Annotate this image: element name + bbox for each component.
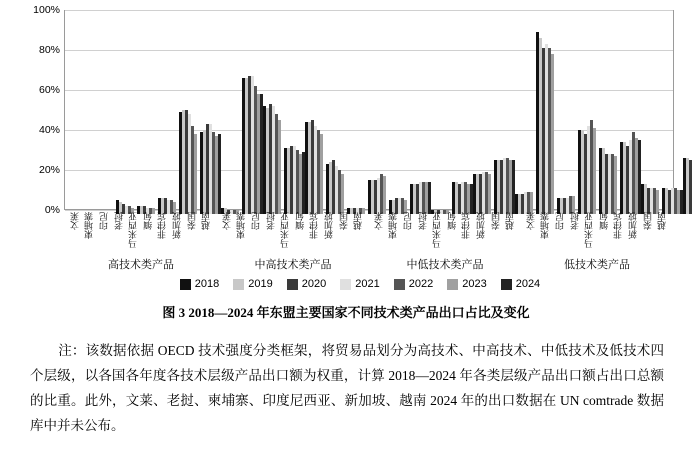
x-axis-tick-label: 印尼 (554, 212, 565, 230)
x-axis-tick-label: 老挝 (265, 212, 276, 230)
country-bar-cluster (326, 16, 347, 214)
country-bar-cluster (431, 16, 452, 214)
bar (383, 176, 386, 214)
x-axis-tick-label: 越南 (201, 212, 212, 230)
x-axis-tick-label: 菲律宾 (461, 212, 472, 239)
legend-label: 2021 (355, 278, 380, 290)
bar (341, 174, 344, 214)
country-bar-cluster (452, 16, 473, 214)
x-axis-tick-label: 印尼 (402, 212, 413, 230)
x-axis-tick-label: 缅甸 (598, 212, 609, 230)
country-bar-cluster (620, 16, 641, 214)
x-label-group (217, 212, 369, 256)
x-axis-tick-label: 印尼 (250, 212, 261, 230)
country-bar-cluster (221, 16, 242, 214)
legend-item (394, 278, 433, 290)
x-axis-tick-label: 马来西亚 (128, 212, 139, 248)
country-bar-cluster (242, 16, 263, 214)
country-bar-cluster (578, 16, 599, 214)
legend-label: 2022 (408, 278, 434, 290)
x-axis-tick-label: 新加坡 (476, 212, 486, 239)
country-bar-cluster (536, 16, 557, 214)
bar-group-title: 低技术类产品 (564, 259, 630, 271)
country-bar-cluster (305, 16, 326, 214)
x-axis-tick-label: 新加坡 (628, 212, 638, 239)
bar (488, 174, 491, 214)
bar-chart (14, 4, 678, 290)
country-bar-cluster (683, 16, 692, 214)
x-axis-tick-label: 菲律宾 (309, 212, 320, 239)
x-axis-tick-label: 缅甸 (446, 212, 457, 230)
x-axis-tick-label: 泰国 (338, 212, 349, 230)
x-axis-tick-label: 柬埔寨 (236, 212, 247, 239)
y-axis (14, 4, 60, 216)
legend-swatch (180, 279, 191, 290)
x-axis-tick-label: 缅甸 (294, 212, 305, 230)
x-label-group (369, 212, 521, 256)
legend-item (233, 278, 272, 290)
country-bar-cluster (410, 16, 431, 214)
bar (194, 134, 197, 214)
x-axis-tick-label: 柬埔寨 (540, 212, 551, 239)
country-bar-cluster (662, 16, 683, 214)
bar-group-title: 中高技术类产品 (254, 259, 332, 271)
bar-group-title: 高技术类产品 (108, 259, 174, 271)
bar (551, 54, 554, 214)
legend-swatch (340, 279, 351, 290)
x-axis-tick-label: 文莱 (69, 212, 80, 230)
country-bar-cluster (284, 16, 305, 214)
figure-note-text: 注：该数据依据 OECD 技术强度分类框架，将贸易品划分为高技术、中高技术、中低技术及低技术四个层级，以各国各年度各技术层级产品出口额为权重，计算 2018—2024 年各类层级产品出口额占出口总额的比重。此外，文莱、老挝、柬埔寨、印度尼西亚、新加坡、越南 2024 年的出口数据在 UN comtrade 数据库中并未公布。 (30, 343, 664, 433)
x-axis-tick-label: 文莱 (525, 212, 536, 230)
x-axis-tick-label: 泰国 (642, 212, 653, 230)
country-bar-cluster (389, 16, 410, 214)
country-bar-cluster (263, 16, 284, 214)
country-bar-cluster (473, 16, 494, 214)
legend-item (501, 278, 540, 290)
x-axis-tick-label: 老挝 (113, 212, 124, 230)
x-axis-tick-label: 越南 (353, 212, 364, 230)
y-axis-tick-label: 60% (38, 84, 60, 96)
country-bar-cluster (347, 16, 368, 214)
legend-item (340, 278, 379, 290)
bar-group-title: 中低技术类产品 (406, 259, 484, 271)
country-bar-cluster (200, 16, 221, 214)
legend-label: 2019 (248, 278, 273, 290)
bar (614, 156, 617, 214)
legend-swatch (501, 279, 512, 290)
y-axis-tick-label: 40% (38, 124, 60, 136)
x-axis-tick-label: 文莱 (373, 212, 384, 230)
country-bar-cluster (158, 16, 179, 214)
x-label-group (65, 212, 217, 256)
x-axis-category-labels (65, 212, 673, 256)
x-axis-tick-label: 泰国 (490, 212, 501, 230)
x-axis-tick-label: 越南 (657, 212, 668, 230)
x-label-group (521, 212, 673, 256)
country-bar-cluster (494, 16, 515, 214)
bar-groups (116, 16, 668, 214)
x-axis-tick-label: 菲律宾 (157, 212, 168, 239)
x-axis-tick-label: 新加坡 (172, 212, 182, 239)
x-axis-tick-label: 文莱 (221, 212, 232, 230)
x-axis-tick-label: 老挝 (417, 212, 428, 230)
x-axis-tick-label: 柬埔寨 (84, 212, 95, 239)
x-axis-tick-label: 马来西亚 (280, 212, 291, 248)
country-bar-cluster (368, 16, 389, 214)
bar-group (116, 16, 326, 214)
bar (593, 128, 596, 214)
legend-item (180, 278, 219, 290)
chart-legend (14, 278, 692, 290)
bar-group (326, 16, 536, 214)
bar (320, 134, 323, 214)
country-bar-cluster (179, 16, 200, 214)
figure-note (30, 338, 664, 438)
x-axis-tick-label: 印尼 (98, 212, 109, 230)
x-axis-tick-label: 老挝 (569, 212, 580, 230)
legend-item (287, 278, 326, 290)
gridline (65, 10, 673, 11)
figure-caption: 图 3 2018—2024 年东盟主要国家不同技术类产品出口占比及变化 (162, 305, 530, 320)
country-bar-cluster (137, 16, 158, 214)
legend-swatch (287, 279, 298, 290)
legend-label: 2024 (515, 278, 541, 290)
country-bar-cluster (599, 16, 620, 214)
x-axis-tick-label: 菲律宾 (613, 212, 624, 239)
legend-swatch (233, 279, 244, 290)
y-axis-tick-label: 0% (44, 204, 60, 216)
legend-label: 2020 (301, 278, 327, 290)
y-axis-tick-label: 100% (33, 4, 60, 16)
y-axis-tick-label: 80% (38, 44, 60, 56)
country-bar-cluster (515, 16, 536, 214)
plot-area (64, 10, 674, 210)
legend-label: 2023 (462, 278, 487, 290)
country-bar-cluster (641, 16, 662, 214)
x-axis-tick-label: 泰国 (186, 212, 197, 230)
legend-swatch (447, 279, 458, 290)
bar (656, 190, 659, 214)
legend-label: 2018 (194, 278, 220, 290)
country-bar-cluster (116, 16, 137, 214)
bar-group (536, 16, 692, 214)
legend-item (447, 278, 486, 290)
country-bar-cluster (557, 16, 578, 214)
bar (278, 120, 281, 214)
x-axis-tick-label: 马来西亚 (432, 212, 443, 248)
x-axis-group-titles (65, 256, 673, 272)
x-axis-tick-label: 缅甸 (142, 212, 153, 230)
x-axis-tick-label: 马来西亚 (584, 212, 595, 248)
x-axis-tick-label: 越南 (505, 212, 516, 230)
legend-swatch (394, 279, 405, 290)
y-axis-tick-label: 20% (38, 164, 60, 176)
x-axis-tick-label: 柬埔寨 (388, 212, 399, 239)
x-axis-tick-label: 新加坡 (324, 212, 334, 239)
bar (530, 192, 533, 214)
